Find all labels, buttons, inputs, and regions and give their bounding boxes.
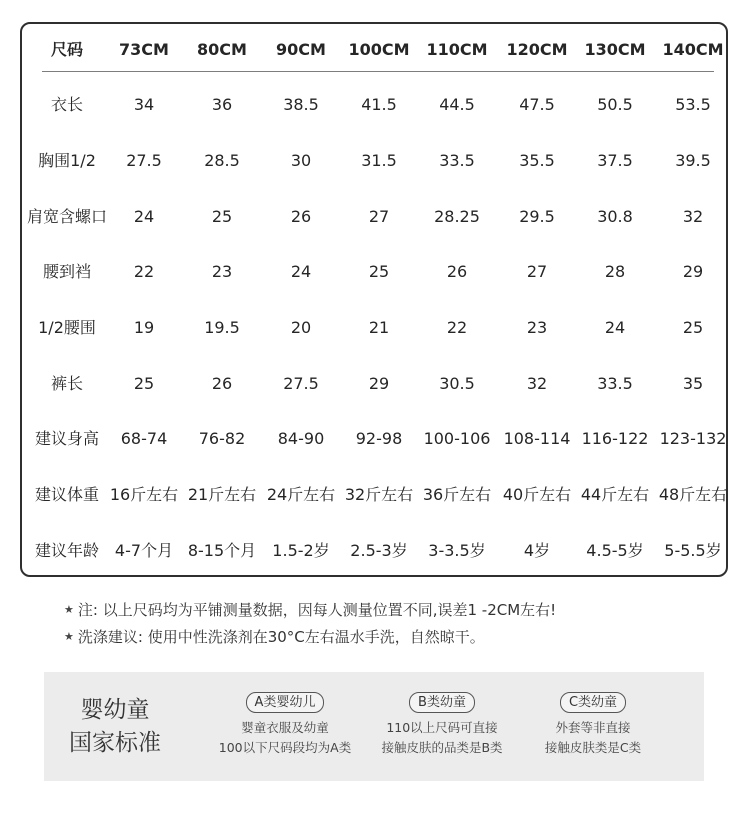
table-cell: 21 <box>368 318 390 337</box>
size-header-cell: 73CM <box>119 40 169 59</box>
table-cell: 29.5 <box>519 207 555 226</box>
table-cell: 53.5 <box>675 95 711 114</box>
table-cell: 26 <box>446 262 468 281</box>
table-cell: 37.5 <box>597 151 633 170</box>
table-cell: 92-98 <box>355 429 403 448</box>
table-cell: 5-5.5岁 <box>664 541 722 560</box>
row-label: 建议体重 <box>34 485 100 504</box>
table-cell: 4-7个月 <box>114 541 174 560</box>
table-cell: 22 <box>133 262 155 281</box>
table-cell: 47.5 <box>519 95 555 114</box>
table-cell: 28.5 <box>204 151 240 170</box>
table-cell: 35 <box>682 374 704 393</box>
category-a-description <box>205 718 365 758</box>
table-cell: 116-122 <box>581 429 649 448</box>
table-cell: 30.8 <box>597 207 633 226</box>
bullet-star-icon: ★ <box>64 603 74 616</box>
measurement-note-text: 注: 以上尺码均为平铺测量数据，因每人测量位置不同,误差1 -2CM左右! <box>77 601 557 619</box>
category-a-badge: A类婴幼儿 <box>246 692 325 713</box>
table-cell: 29 <box>682 262 704 281</box>
size-header-cell: 110CM <box>426 40 488 59</box>
table-cell: 19.5 <box>204 318 240 337</box>
table-cell: 40斤左右 <box>502 485 572 504</box>
category-b <box>362 691 522 758</box>
row-label: 建议年龄 <box>34 541 100 560</box>
size-header-cell: 130CM <box>584 40 646 59</box>
table-cell: 26 <box>211 374 233 393</box>
table-cell: 28.25 <box>434 207 480 226</box>
table-cell: 27 <box>368 207 390 226</box>
category-b-description <box>362 718 522 758</box>
table-cell: 41.5 <box>361 95 397 114</box>
size-header-cell: 140CM <box>662 40 724 59</box>
table-cell: 4.5-5岁 <box>586 541 644 560</box>
table-cell: 108-114 <box>503 429 571 448</box>
row-label: 衣长 <box>50 95 84 114</box>
table-cell: 39.5 <box>675 151 711 170</box>
category-c <box>513 691 673 758</box>
table-cell: 25 <box>211 207 233 226</box>
standard-title-line2: 国家标准 <box>69 730 161 756</box>
category-c-badge: C类幼童 <box>560 692 626 713</box>
table-cell: 50.5 <box>597 95 633 114</box>
table-cell: 44.5 <box>439 95 475 114</box>
notes-section <box>64 596 556 650</box>
table-cell: 26 <box>290 207 312 226</box>
table-cell: 21斤左右 <box>187 485 257 504</box>
washing-note-text: 洗涤建议: 使用中性洗涤剂在30°C左右温水手洗，自然晾干。 <box>77 628 485 646</box>
table-cell: 3-3.5岁 <box>428 541 486 560</box>
table-cell: 35.5 <box>519 151 555 170</box>
table-cell: 28 <box>604 262 626 281</box>
header-divider <box>42 71 714 72</box>
table-cell: 27.5 <box>283 374 319 393</box>
table-cell: 36 <box>211 95 233 114</box>
row-label: 建议身高 <box>34 429 100 448</box>
table-cell: 20 <box>290 318 312 337</box>
table-cell: 44斤左右 <box>580 485 650 504</box>
table-cell: 1.5-2岁 <box>272 541 330 560</box>
bullet-star-icon: ★ <box>64 630 74 643</box>
table-cell: 100-106 <box>423 429 491 448</box>
table-cell: 24 <box>604 318 626 337</box>
table-cell: 4岁 <box>523 541 551 560</box>
table-cell: 84-90 <box>277 429 325 448</box>
national-standard-panel <box>44 672 704 781</box>
table-cell: 23 <box>526 318 548 337</box>
table-cell: 8-15个月 <box>187 541 257 560</box>
table-cell: 25 <box>368 262 390 281</box>
category-b-line1: 110以上尺码可直接 <box>386 720 498 735</box>
row-label: 肩宽含螺口 <box>26 207 108 226</box>
row-label: 腰到裆 <box>42 262 92 281</box>
size-header-cell: 100CM <box>348 40 410 59</box>
table-cell: 27.5 <box>126 151 162 170</box>
table-cell: 36斤左右 <box>422 485 492 504</box>
category-c-line2: 接触皮肤类是C类 <box>544 740 642 755</box>
table-cell: 16斤左右 <box>109 485 179 504</box>
table-cell: 29 <box>368 374 390 393</box>
category-a <box>205 691 365 758</box>
table-cell: 24斤左右 <box>266 485 336 504</box>
table-cell: 24 <box>133 207 155 226</box>
table-cell: 23 <box>211 262 233 281</box>
table-cell: 31.5 <box>361 151 397 170</box>
size-header-cell: 90CM <box>276 40 326 59</box>
table-cell: 22 <box>446 318 468 337</box>
category-c-line1: 外套等非直接 <box>555 720 631 735</box>
table-cell: 2.5-3岁 <box>350 541 408 560</box>
size-column-header: 尺码 <box>50 40 84 59</box>
category-b-badge: B类幼童 <box>409 692 475 713</box>
table-cell: 33.5 <box>597 374 633 393</box>
measurement-note <box>64 596 556 623</box>
table-cell: 123-132 <box>659 429 727 448</box>
table-cell: 32 <box>526 374 548 393</box>
table-cell: 25 <box>682 318 704 337</box>
table-cell: 30 <box>290 151 312 170</box>
table-cell: 19 <box>133 318 155 337</box>
table-cell: 76-82 <box>198 429 246 448</box>
table-cell: 32 <box>682 207 704 226</box>
standard-title <box>65 694 165 760</box>
table-cell: 34 <box>133 95 155 114</box>
row-label: 胸围1/2 <box>38 151 96 170</box>
table-cell: 48斤左右 <box>658 485 728 504</box>
row-label: 1/2腰围 <box>38 318 96 337</box>
size-header-cell: 80CM <box>197 40 247 59</box>
row-label: 裤长 <box>50 374 84 393</box>
table-cell: 68-74 <box>120 429 168 448</box>
table-cell: 27 <box>526 262 548 281</box>
size-chart-card <box>20 22 728 577</box>
category-c-description <box>513 718 673 758</box>
table-cell: 24 <box>290 262 312 281</box>
category-b-line2: 接触皮肤的品类是B类 <box>381 740 503 755</box>
table-cell: 25 <box>133 374 155 393</box>
size-header-cell: 120CM <box>506 40 568 59</box>
table-cell: 32斤左右 <box>344 485 414 504</box>
table-cell: 33.5 <box>439 151 475 170</box>
category-a-line2: 100以下尺码段均为A类 <box>218 740 352 755</box>
table-cell: 30.5 <box>439 374 475 393</box>
standard-title-line1: 婴幼童 <box>80 697 150 723</box>
washing-note <box>64 623 556 650</box>
table-cell: 38.5 <box>283 95 319 114</box>
category-a-line1: 婴童衣服及幼童 <box>241 720 329 735</box>
